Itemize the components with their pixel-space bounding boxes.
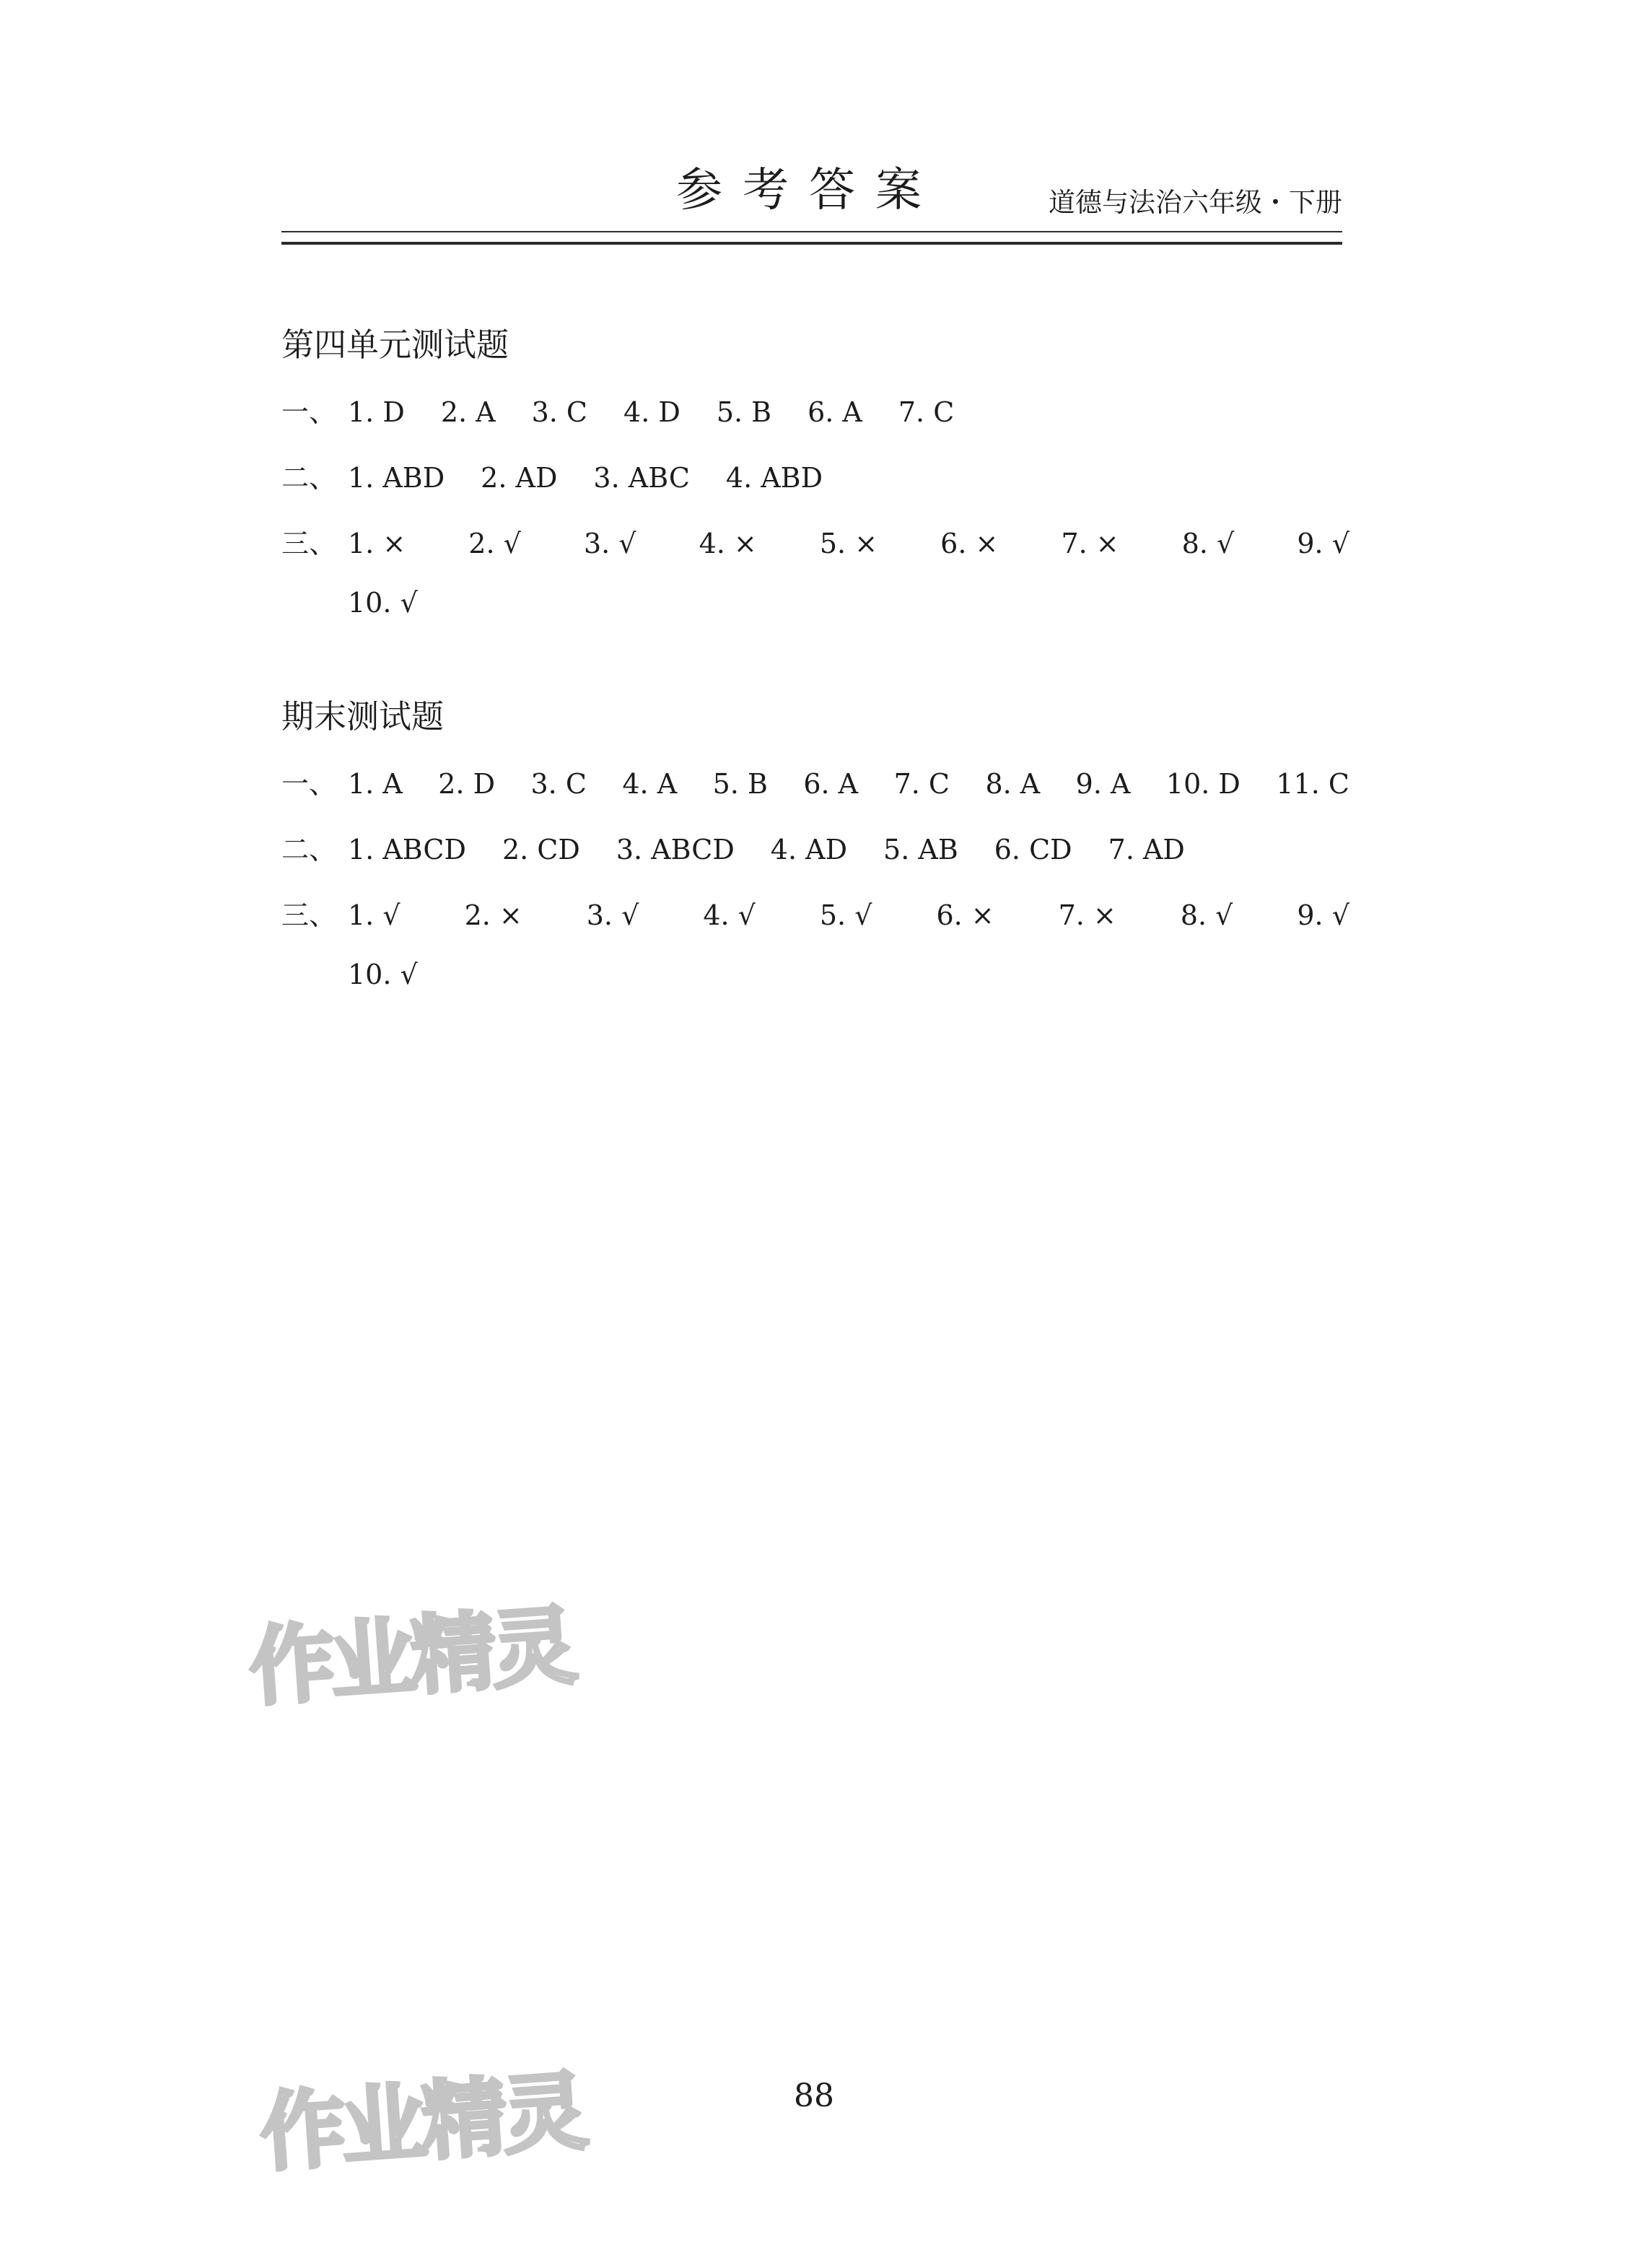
answer-item: 3. √ xyxy=(583,528,636,559)
answer-items xyxy=(348,899,1349,931)
watermark-logo: 作业精灵 xyxy=(246,1595,576,1718)
row-label: 三、 xyxy=(281,528,337,559)
answer-item: 3. ABCD xyxy=(616,834,735,865)
answer-items xyxy=(348,528,1349,559)
row-label: 一、 xyxy=(281,396,337,428)
answer-item: 6. × xyxy=(940,528,999,559)
answer-item: 1. A xyxy=(348,768,403,800)
answer-item: 7. C xyxy=(898,396,955,428)
answer-item: 6. × xyxy=(936,899,994,931)
answer-items xyxy=(348,462,1349,494)
answer-row-choice xyxy=(281,390,1349,455)
answer-item: 4. √ xyxy=(703,899,756,931)
answer-item: 5. × xyxy=(819,528,878,559)
answer-item: 5. B xyxy=(716,396,772,428)
answer-item: 7. C xyxy=(893,768,950,800)
answer-item: 4. AD xyxy=(770,834,848,865)
section-final-test xyxy=(281,697,1349,1011)
answer-item: 2. A xyxy=(440,396,496,428)
answer-item: 5. B xyxy=(712,768,768,800)
row-label: 二、 xyxy=(281,462,337,494)
answer-item: 2. × xyxy=(464,899,522,931)
answer-item: 1. ABCD xyxy=(348,834,466,865)
answer-item: 9. √ xyxy=(1297,899,1349,931)
row-label: 一、 xyxy=(281,768,337,800)
answer-item: 5. √ xyxy=(819,899,872,931)
answer-row-continuation xyxy=(281,587,1349,639)
answer-item: 10. D xyxy=(1165,768,1240,800)
answer-item: 6. CD xyxy=(994,834,1072,865)
section-title: 第四单元测试题 xyxy=(281,326,509,364)
answer-item: 1. D xyxy=(348,396,405,428)
answer-item: 1. √ xyxy=(348,899,401,931)
answer-item: 5. AB xyxy=(883,834,958,865)
header-subtitle: 道德与法治六年级・下册 xyxy=(1049,187,1342,218)
row-label: 二、 xyxy=(281,834,337,865)
answer-items xyxy=(348,834,1349,865)
header-rule-thick xyxy=(281,242,1342,245)
answer-item: 4. × xyxy=(699,528,757,559)
answer-item: 10. √ xyxy=(348,959,418,990)
section-title: 期末测试题 xyxy=(281,697,445,736)
answer-item: 7. × xyxy=(1058,899,1116,931)
answer-row-choice xyxy=(281,762,1349,827)
answer-item: 6. A xyxy=(808,396,862,428)
answer-item: 7. AD xyxy=(1108,834,1185,865)
row-label: 三、 xyxy=(281,899,337,931)
watermark-logo: 作业精灵 xyxy=(257,2061,587,2184)
answer-item: 1. × xyxy=(348,528,406,559)
header-rule-thin xyxy=(281,231,1342,232)
answer-row-multiple-choice xyxy=(281,827,1349,893)
answer-item: 2. √ xyxy=(468,528,521,559)
answer-row-multiple-choice xyxy=(281,455,1349,521)
answer-item: 3. C xyxy=(531,396,588,428)
answer-row-true-false xyxy=(281,521,1349,587)
answer-item: 1. ABD xyxy=(348,462,445,494)
answer-row-continuation xyxy=(281,959,1349,1011)
answer-item: 4. D xyxy=(623,396,680,428)
answer-item: 8. √ xyxy=(1180,899,1233,931)
answer-item: 3. ABC xyxy=(593,462,690,494)
answer-item: 8. A xyxy=(985,768,1041,800)
answer-item: 7. × xyxy=(1061,528,1119,559)
answer-item: 8. √ xyxy=(1181,528,1235,559)
answer-item: 3. C xyxy=(530,768,587,800)
answer-item: 9. A xyxy=(1075,768,1131,800)
answer-item: 6. A xyxy=(803,768,859,800)
page-header xyxy=(281,159,1342,253)
answer-items xyxy=(348,768,1349,800)
page-number: 88 xyxy=(794,2077,834,2114)
answer-row-true-false xyxy=(281,893,1349,959)
answer-item: 4. ABD xyxy=(725,462,823,494)
answer-item: 4. A xyxy=(622,768,678,800)
answer-item: 2. D xyxy=(438,768,496,800)
answer-item: 2. AD xyxy=(481,462,558,494)
section-unit4-test xyxy=(281,328,1349,639)
answer-item: 2. CD xyxy=(502,834,580,865)
header-title: 参考答案 xyxy=(676,164,942,217)
answer-item: 9. √ xyxy=(1297,528,1349,559)
answer-item: 3. √ xyxy=(586,899,639,931)
answer-item: 11. C xyxy=(1276,768,1349,800)
answer-items xyxy=(348,396,1349,428)
answer-item: 10. √ xyxy=(348,587,418,619)
